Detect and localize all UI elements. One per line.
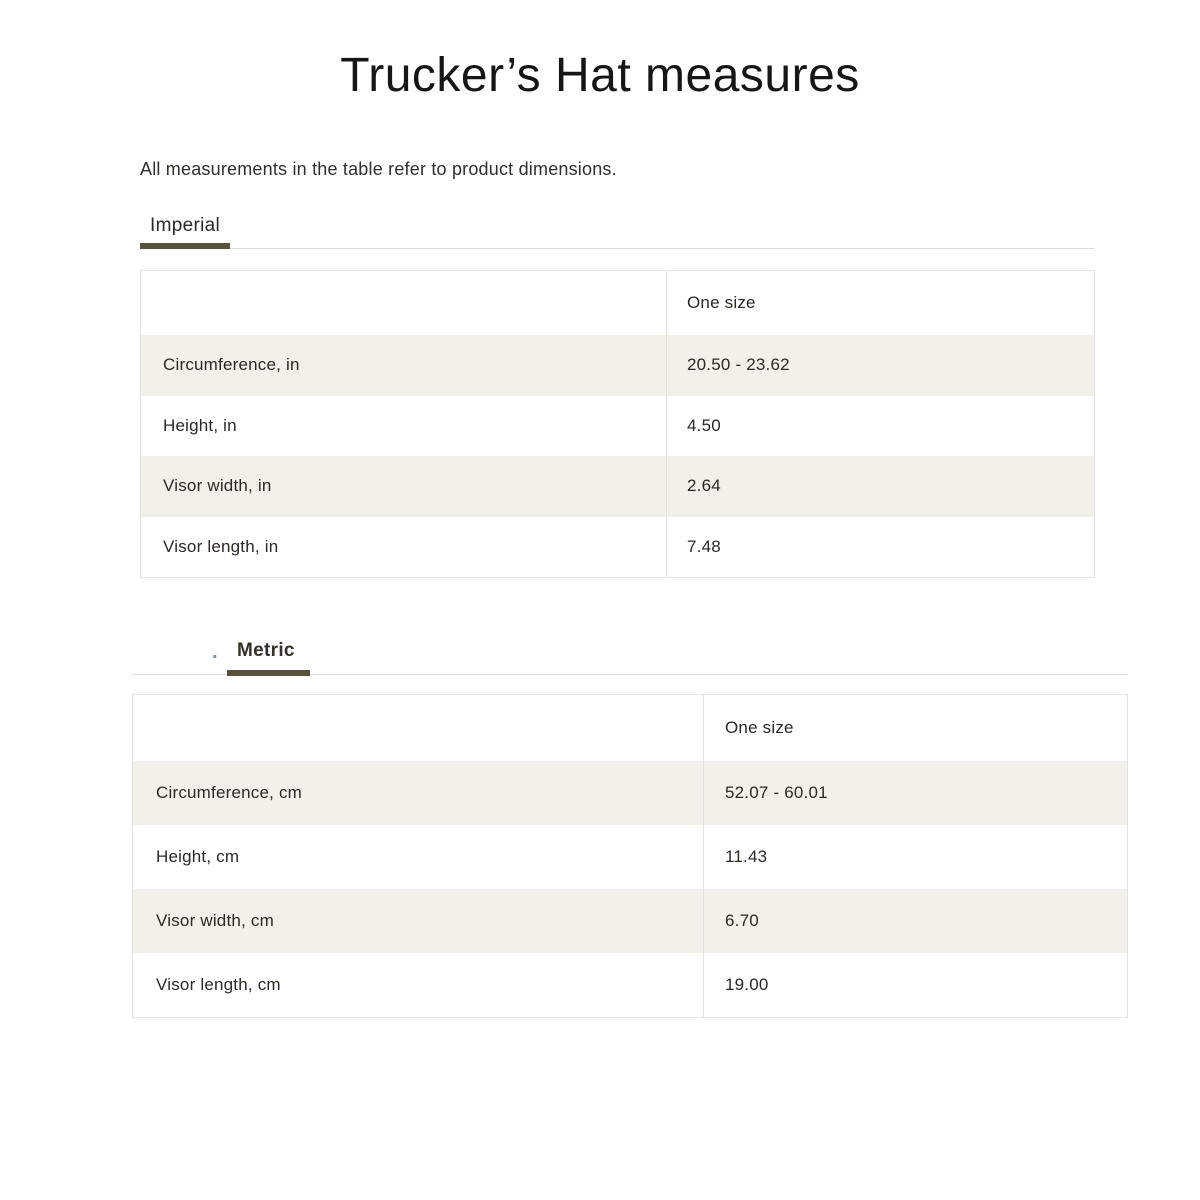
table-header-row — [141, 271, 1094, 335]
table-row — [133, 761, 1127, 825]
tab-imperial[interactable]: Imperial — [150, 215, 220, 236]
metric-size-table — [132, 694, 1128, 1018]
row-label: Circumference, in — [163, 355, 300, 375]
tab-rule-imperial — [140, 248, 1095, 249]
row-label: Visor width, in — [163, 476, 272, 496]
table-row — [133, 825, 1127, 889]
corner-cell — [133, 695, 703, 761]
table-header-row — [133, 695, 1127, 761]
row-value: 6.70 — [703, 889, 1127, 953]
row-label: Height, in — [163, 415, 237, 435]
table-row — [141, 396, 1094, 457]
corner-cell — [141, 271, 666, 335]
imperial-size-table — [140, 270, 1095, 578]
row-value: 52.07 - 60.01 — [703, 761, 1127, 825]
table-row — [133, 889, 1127, 953]
row-label: Height, cm — [156, 847, 240, 866]
row-label: Visor width, cm — [156, 911, 274, 930]
table-row — [141, 456, 1094, 517]
row-value: 20.50 - 23.62 — [666, 335, 1094, 396]
table-row — [141, 335, 1094, 396]
column-header-one-size: One size — [666, 271, 1094, 335]
row-value: 4.50 — [666, 396, 1094, 457]
row-label: Visor length, cm — [156, 975, 281, 994]
row-value: 7.48 — [666, 517, 1094, 578]
active-tab-indicator-metric — [227, 670, 310, 676]
row-label: Circumference, cm — [156, 783, 303, 802]
row-value: 2.64 — [666, 456, 1094, 517]
active-tab-indicator-imperial — [140, 243, 230, 249]
measurements-note: All measurements in the table refer to product dimensions. — [140, 159, 617, 179]
page-title: Trucker’s Hat measures — [340, 49, 860, 102]
table-row — [133, 953, 1127, 1017]
stray-dot: . — [212, 641, 218, 663]
row-value: 11.43 — [703, 825, 1127, 889]
column-header-one-size: One size — [703, 695, 1127, 761]
table-row — [141, 517, 1094, 578]
row-value: 19.00 — [703, 953, 1127, 1017]
row-label: Visor length, in — [163, 536, 279, 556]
tab-metric[interactable]: Metric — [237, 640, 295, 661]
